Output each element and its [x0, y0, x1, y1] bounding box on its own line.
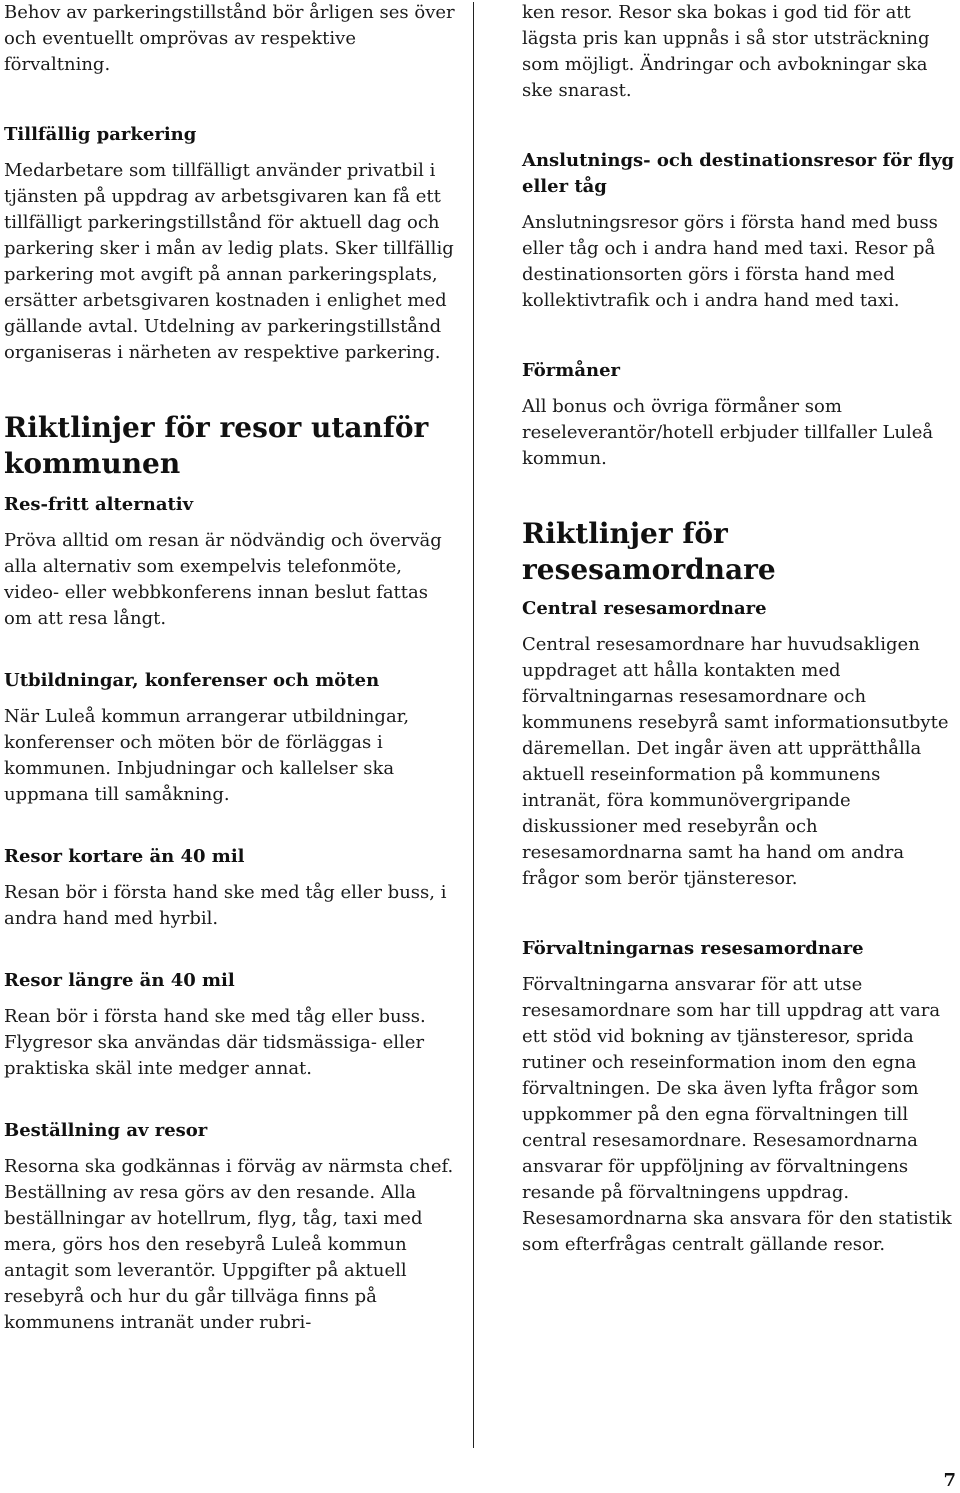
- benefits-body: All bonus och övriga förmåner som reseleverantör/hotell erbjuder tillfaller Luleå kommun.: [522, 396, 934, 469]
- booking-body: Resorna ska godkännas i förväg av närmsta chef. Beställning av resa görs av den resande. Alla beställningar av hotellrum, flyg, tåg, taxi med mera, görs hos den resebyrå Luleå kommun antagit som leverantör. Uppgifter på aktuell resebyrå och hur du går tillväga finns på kommunens intranät under rubri-: [4, 1156, 454, 1333]
- travel-free-heading: Res-fritt alternativ: [4, 494, 194, 515]
- column-divider: [473, 2, 474, 1448]
- department-coordinators-body: Förvaltningarna ansvarar för att utse resesamordnare som har till uppdrag att vara ett stöd vid bokning av tjänsteresor, sprida rutiner och reseinformation inom den egna förvaltningen. De ska även lyfta frågor som uppkommer på den egna förvaltningen till central resesamordnare. Resesamordnarna ansvarar för uppföljning av förvaltningens resande på förvaltningens uppdrag. Resesamordnarna ska ansvara för den statistik som efterfrågas centralt gällande resor.: [522, 974, 952, 1255]
- travel-free-body: Pröva alltid om resan är nödvändig och överväg alla alternativ som exempelvis telefonmöte, video- eller webbkonferens innan beslut fattas om att resa långt.: [4, 530, 442, 629]
- central-coordinator-heading: Central resesamordnare: [522, 598, 767, 619]
- long-trips-body: Rean bör i första hand ske med tåg eller buss. Flygresor ska användas där tidsmässiga- eller praktiska skäl inte medger annat.: [4, 1006, 426, 1079]
- long-trips-heading: Resor längre än 40 mil: [4, 970, 235, 991]
- short-trips-body: Resan bör i första hand ske med tåg eller buss, i andra hand med hyrbil.: [4, 882, 447, 929]
- booking-heading: Beställning av resor: [4, 1120, 208, 1141]
- page-number: 7: [943, 1470, 956, 1491]
- benefits-heading: Förmåner: [522, 360, 621, 381]
- central-coordinator-body: Central resesamordnare har huvudsakligen uppdraget att hålla kontakten med förvaltningarnas resesamordnare och kommunens resebyrå samt informationsutbyte däremellan. Det ingår även att upprätthålla aktuell reseinformation på kommunens intranät, föra kommunövergripande diskussioner med resebyrån och resesamordnarna samt ha hand om andra frågor som berör tjänsteresor.: [522, 634, 949, 889]
- booking-continued-body: ken resor. Resor ska bokas i god tid för att lägsta pris kan uppnås i så stor utsträckning som möjligt. Ändringar och avbokningar ska ske snarast.: [522, 2, 930, 101]
- connecting-trips-body: Anslutningsresor görs i första hand med buss eller tåg och i andra hand med taxi. Resor på destinationsorten görs i första hand med kollektivtrafik och i andra hand med taxi.: [522, 212, 938, 311]
- travel-guidelines-heading: Riktlinjer för resor utanför kommunen: [4, 411, 429, 480]
- trainings-body: När Luleå kommun arrangerar utbildningar, konferenser och möten bör de förläggas i kommunen. Inbjudningar och kallelser ska uppmana till samåkning.: [4, 706, 410, 805]
- department-coordinators-heading: Förvaltningarnas resesamordnare: [522, 938, 864, 959]
- coordinator-guidelines-heading: Riktlinjer för resesamordnare: [522, 517, 776, 586]
- right-column: [522, 0, 958, 1258]
- trainings-heading: Utbildningar, konferenser och möten: [4, 670, 380, 691]
- connecting-trips-heading: Anslutnings- och destinationsresor för flyg eller tåg: [522, 150, 955, 197]
- temporary-parking-heading: Tillfällig parkering: [4, 124, 197, 145]
- intro-paragraph: Behov av parkeringstillstånd bör årligen ses över och eventuellt omprövas av respektive förvaltning.: [4, 2, 455, 75]
- left-column: [4, 0, 456, 1336]
- temporary-parking-body: Medarbetare som tillfälligt använder privatbil i tjänsten på uppdrag av arbetsgivaren kan få ett tillfälligt parkeringstillstånd för aktuell dag och parkering sker i mån av ledig plats. Sker tillfällig parkering mot avgift på annan parkeringsplats, ersätter arbetsgivaren kostnaden i enlighet med gällande avtal. Utdelning av parkeringstillstånd organiseras i närheten av respektive parkering.: [4, 160, 454, 363]
- short-trips-heading: Resor kortare än 40 mil: [4, 846, 245, 867]
